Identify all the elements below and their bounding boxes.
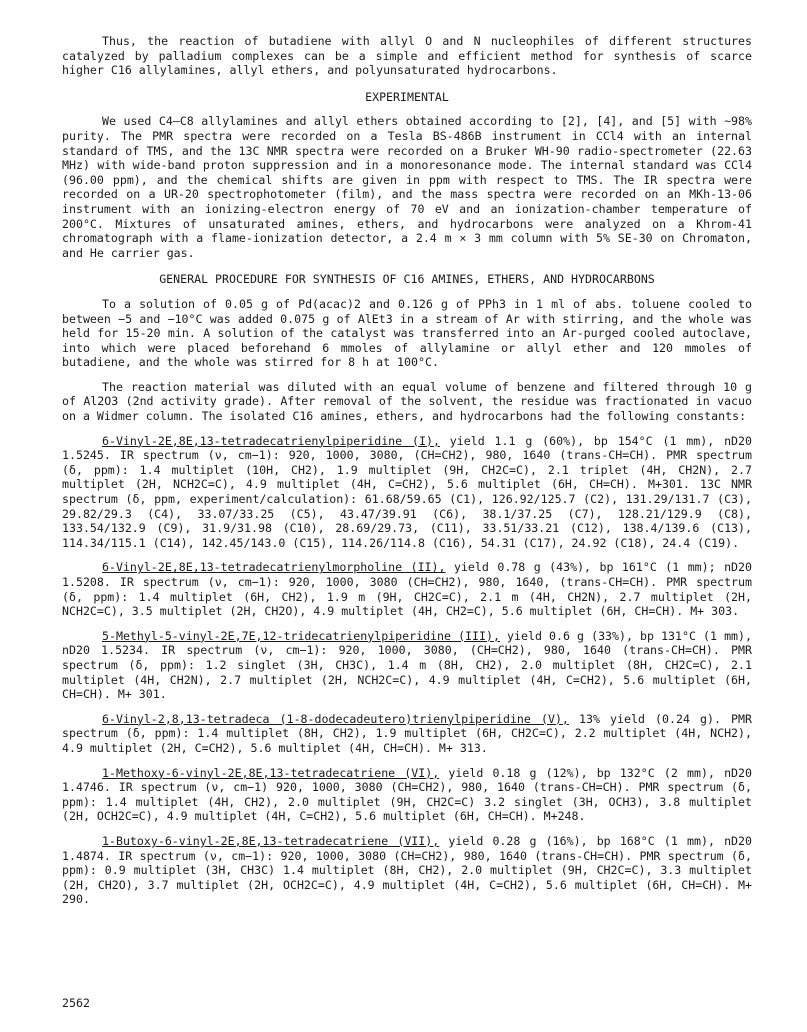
page-number: 2562 (62, 996, 90, 1010)
compound-entry-6 (62, 834, 752, 907)
compound-name: 6-Vinyl-2,8,13-tetradeca (1-8-dodecadeutero)trienylpiperidine (V), (102, 711, 569, 726)
compound-entry-4 (62, 712, 752, 756)
compound-data: yield 0.18 g (12%), bp 132°C (2 mm), nD20 1.4746. IR spectrum (ν, cm−1) 920, 1000, 3080 (CH=CH2), 980, 1640 (trans-CH=CH). PMR spectrum (δ, ppm): 1.4 multiplet (4H, CH2), 2.0 multiplet (9H, CH2C=C) 3.2 singlet (3H, OCH3), 3.8 multiplet (2H, OCH2C=C), 4.9 multiplet (4H, C=CH2), 5.6 multiplet (6H, CH=CH). M+248. (62, 765, 752, 824)
compound-data: 13% yield (0.24 g). PMR spectrum (δ, ppm): 1.4 multiplet (8H, CH2), 1.9 multiplet (6H, CH2C=C), 2.2 multiplet (4H, NCH2), 4.9 multiplet (2H, C=CH2), 5.6 multiplet (4H, CH=CH). M+ 313. (62, 711, 752, 755)
compound-entry-2 (62, 560, 752, 618)
compound-name: 1-Butoxy-6-vinyl-2E,8E,13-tetradecatriene (VII), (102, 833, 440, 848)
compound-entry-3 (62, 629, 752, 702)
compound-data: yield 1.1 g (60%), bp 154°C (1 mm), nD20 1.5245. IR spectrum (ν, cm−1): 920, 1000, 3080, (CH=CH2), 980, 1640 (trans-CH=CH). PMR spectrum (δ, ppm): 1.4 multiplet (10H, CH2), 1.9 multiplet (9H, CH2C=C), 2.1 triplet (4H, CH2N), 2.7 multiplet (2H, NCH2C=C), 4.9 multiplet (4H, C=CH2), 5.6 multiplet (6H, CH=CH). M+301. 13C NMR spectrum (δ, ppm, experiment/calculation): 61.68/59.65 (C1), 126.92/125.7 (C2), 131.29/131.7 (C3), 29.82/29.3 (C4), 33.07/33.25 (C5), 43.47/39.91 (C6), 38.1/37.25 (C7), 128.21/129.9 (C8), 133.54/132.9 (C9), 31.9/31.98 (C10), 28.69/29.73, (C11), 33.51/33.21 (C12), 138.4/139.6 (C13), 114.34/115.1 (C14), 142.45/143.0 (C15), 114.26/114.8 (C16), 54.31 (C17), 24.92 (C18), 24.4 (C19). (62, 433, 752, 550)
procedure-paragraph-1: To a solution of 0.05 g of Pd(acac)2 and 0.126 g of PPh3 in 1 ml of abs. toluene cooled to between −5 and −10°C was added 0.075 g of AlEt3 in a stream of Ar with stirring, and the whole was held for 15-20 min. A solution of the catalyst was transferred into an Ar-purged cooled autoclave, into which were placed beforehand 6 mmoles of allylamine or allyl ether and 120 mmoles of butadiene, and the whole was stirred for 8 h at 100°C. (62, 296, 752, 370)
compound-name: 6-Vinyl-2E,8E,13-tetradecatrienylmorpholine (II), (102, 560, 446, 575)
heading-general-procedure: GENERAL PROCEDURE FOR SYNTHESIS OF C16 AMINES, ETHERS, AND HYDROCARBONS (159, 272, 655, 287)
compound-data: yield 0.28 g (16%), bp 168°C (1 mm), nD20 1.4874. IR spectrum (ν, cm−1): 920, 1000, 3080 (CH=CH2), 980, 1640 (trans-CH=CH). PMR spectrum (δ, ppm): 0.9 multiplet (3H, CH3C) 1.4 multiplet (8H, CH2), 2.0 multiplet (9H, CH2C=C), 3.3 multiplet (2H, CH2O), 3.7 multiplet (2H, OCH2C=C), 4.9 multiplet (4H, C=CH2), 5.6 multiplet (6H, CH=CH). M+ 290. (62, 833, 752, 907)
experimental-paragraph: We used C4–C8 allylamines and allyl ethers obtained according to [2], [4], and [5] with ∼98% purity. The PMR spectra were recorded on a Tesla BS-486B instrument in CCl4 with an internal standard of TMS, and the 13C NMR spectra were recorded on a Bruker WH-90 radio-spectrometer (22.63 MHz) with wide-band proton suppression and in a monoresonance mode. The internal standard was CCl4 (96.00 ppm), and the chemical shifts are given in ppm with respect to TMS. The IR spectra were recorded on a UR-20 spectrophotometer (film), and the mass spectra were recorded on an MKh-13-06 instrument with an ionizing-electron energy of 70 eV and an ionization-chamber temperature of 200°C. Mixtures of unsaturated amines, ethers, and hydrocarbons were analyzed on a Khrom-41 chromatograph with a flame-ionization detector, a 2.4 m × 3 mm column with 5% SE-30 on Chromaton, and He carrier gas. (62, 114, 752, 260)
compound-data: yield 0.6 g (33%), bp 131°C (1 mm), nD20 1.5234. IR spectrum (ν, cm−1): 920, 1000, 3080, (CH=CH2), 980, 1640 (trans-CH=CH). PMR spectrum (δ, ppm): 1.2 singlet (3H, CH3C), 1.4 m (8H, CH2), 2.0 multiplet (8H, CH2C=C), 2.1 multiplet (4H, CH2N), 2.7 multiplet (2H, NCH2C=C), 4.9 multiplet (4H, C=CH2), 5.6 multiplet (6H, CH=CH). M+ 301. (62, 628, 752, 702)
intro-paragraph: Thus, the reaction of butadiene with allyl O and N nucleophiles of different structures catalyzed by palladium complexes can be a simple and efficient method for synthesis of scarce higher C16 allylamines, allyl ethers, and polyunsaturated hydrocarbons. (62, 34, 752, 78)
page-body (62, 34, 752, 907)
compound-name: 5-Methyl-5-vinyl-2E,7E,12-tridecatrienylpiperidine (III), (102, 628, 500, 643)
compound-entry-5 (62, 766, 752, 824)
compound-name: 6-Vinyl-2E,8E,13-tetradecatrienylpiperidine (I), (102, 433, 440, 448)
procedure-paragraph-2: The reaction material was diluted with an equal volume of benzene and filtered through 10 g of Al2O3 (2nd activity grade). After removal of the solvent, the residue was fractionated in vacuo on a Widmer column. The isolated C16 amines, ethers, and hydrocarbons had the following constants: (62, 379, 752, 424)
compound-name: 1-Methoxy-6-vinyl-2E,8E,13-tetradecatriene (VI), (102, 765, 440, 780)
compound-data: yield 0.78 g (43%), bp 161°C (1 mm); nD20 1.5208. IR spectrum (ν, cm−1): 920, 1000, 3080 (CH=CH2), 980, 1640, (trans-CH=CH). PMR spectrum (δ, ppm): 1.4 multiplet (6H, CH2), 1.9 m (9H, CH2C=C), 2.1 m (4H, CH2N), 2.7 multiplet (2H, NCH2C=C), 3.5 multiplet (2H, CH2O), 4.9 multiplet (4H, CH2=C), 5.6 multiplet (6H, CH=CH). M+ 303. (62, 560, 752, 619)
compound-entry-1 (62, 434, 752, 551)
heading-experimental: EXPERIMENTAL (365, 89, 449, 104)
